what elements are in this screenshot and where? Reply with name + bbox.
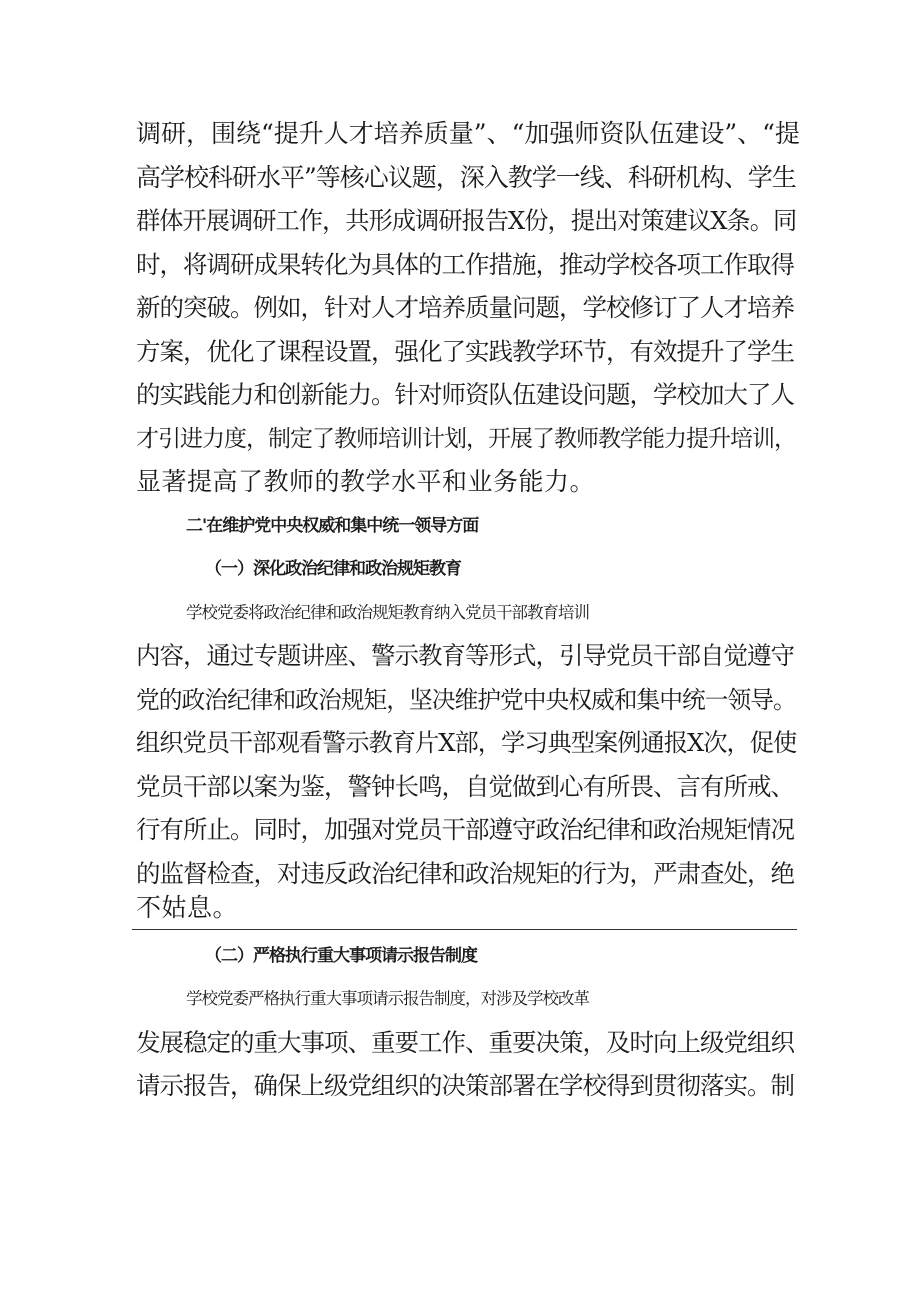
body-text-line: 新的突破。例如，针对人才培养质量问题，学校修订了人才培养 <box>136 293 794 322</box>
body-text-line: 时，将调研成果转化为具体的工作措施，推动学校各项工作取得 <box>136 250 794 279</box>
body-text-line: 不姑息。 <box>136 893 239 922</box>
body-text-line: 行有所止。同时，加强对党员干部遵守政治纪律和政治规矩情况 <box>136 815 794 844</box>
body-text-line: 的监督检查，对违反政治纪律和政治规矩的行为，严肃查处，绝 <box>136 859 794 888</box>
body-text-line: 组织党员干部观看警示教育片X部，学习典型案例通报X次，促使 <box>136 728 797 757</box>
horizontal-divider <box>132 929 797 930</box>
body-text-line: 党的政治纪律和政治规矩，坚决维护党中央权威和集中统一领导。 <box>136 686 796 714</box>
body-text-line: 方案，优化了课程设置，强化了实践教学环节，有效提升了学生 <box>136 337 794 366</box>
body-text-line: 显著提高了教师的教学水平和业务能力。 <box>136 467 596 496</box>
body-text-line: 内容，通过专题讲座、警示教育等形式，引导党员干部自觉遵守 <box>136 641 794 670</box>
body-text-line: 的实践能力和创新能力。针对师资队伍建设问题，学校加大了人 <box>136 380 794 409</box>
section-heading: 二'在维护党中央权威和集中统一领导方面 <box>186 516 479 536</box>
body-text-line: 调研，围绕“提升人才培养质量”、“加强师资队伍建设”、“提 <box>136 119 800 148</box>
subsection-heading: （一）深化政治纪律和政治规矩教育 <box>205 559 461 579</box>
body-text-line: 请示报告，确保上级党组织的决策部署在学校得到贯彻落实。制 <box>136 1071 794 1100</box>
body-text-line: 发展稳定的重大事项、重要工作、重要决策，及时向上级党组织 <box>136 1028 794 1057</box>
body-text-line: 党员干部以案为鉴，警钟长鸣，自觉做到心有所畏、言有所戒、 <box>136 772 794 801</box>
body-text-line: 学校党委严格执行重大事项请示报告制度，对涉及学校改革 <box>186 989 589 1008</box>
subsection-heading: （二）严格执行重大事项请示报告制度 <box>205 946 477 966</box>
body-text-line: 才引进力度，制定了教师培训计划，开展了教师教学能力提升培训， <box>136 426 796 452</box>
body-text-line: 群体开展调研工作，共形成调研报告X份，提出对策建议X条。同 <box>136 206 797 235</box>
body-text-line: 学校党委将政治纪律和政治规矩教育纳入党员干部教育培训 <box>186 603 589 622</box>
body-text-line: 高学校科研水平”等核心议题，深入教学一线、科研机构、学生 <box>136 163 796 192</box>
